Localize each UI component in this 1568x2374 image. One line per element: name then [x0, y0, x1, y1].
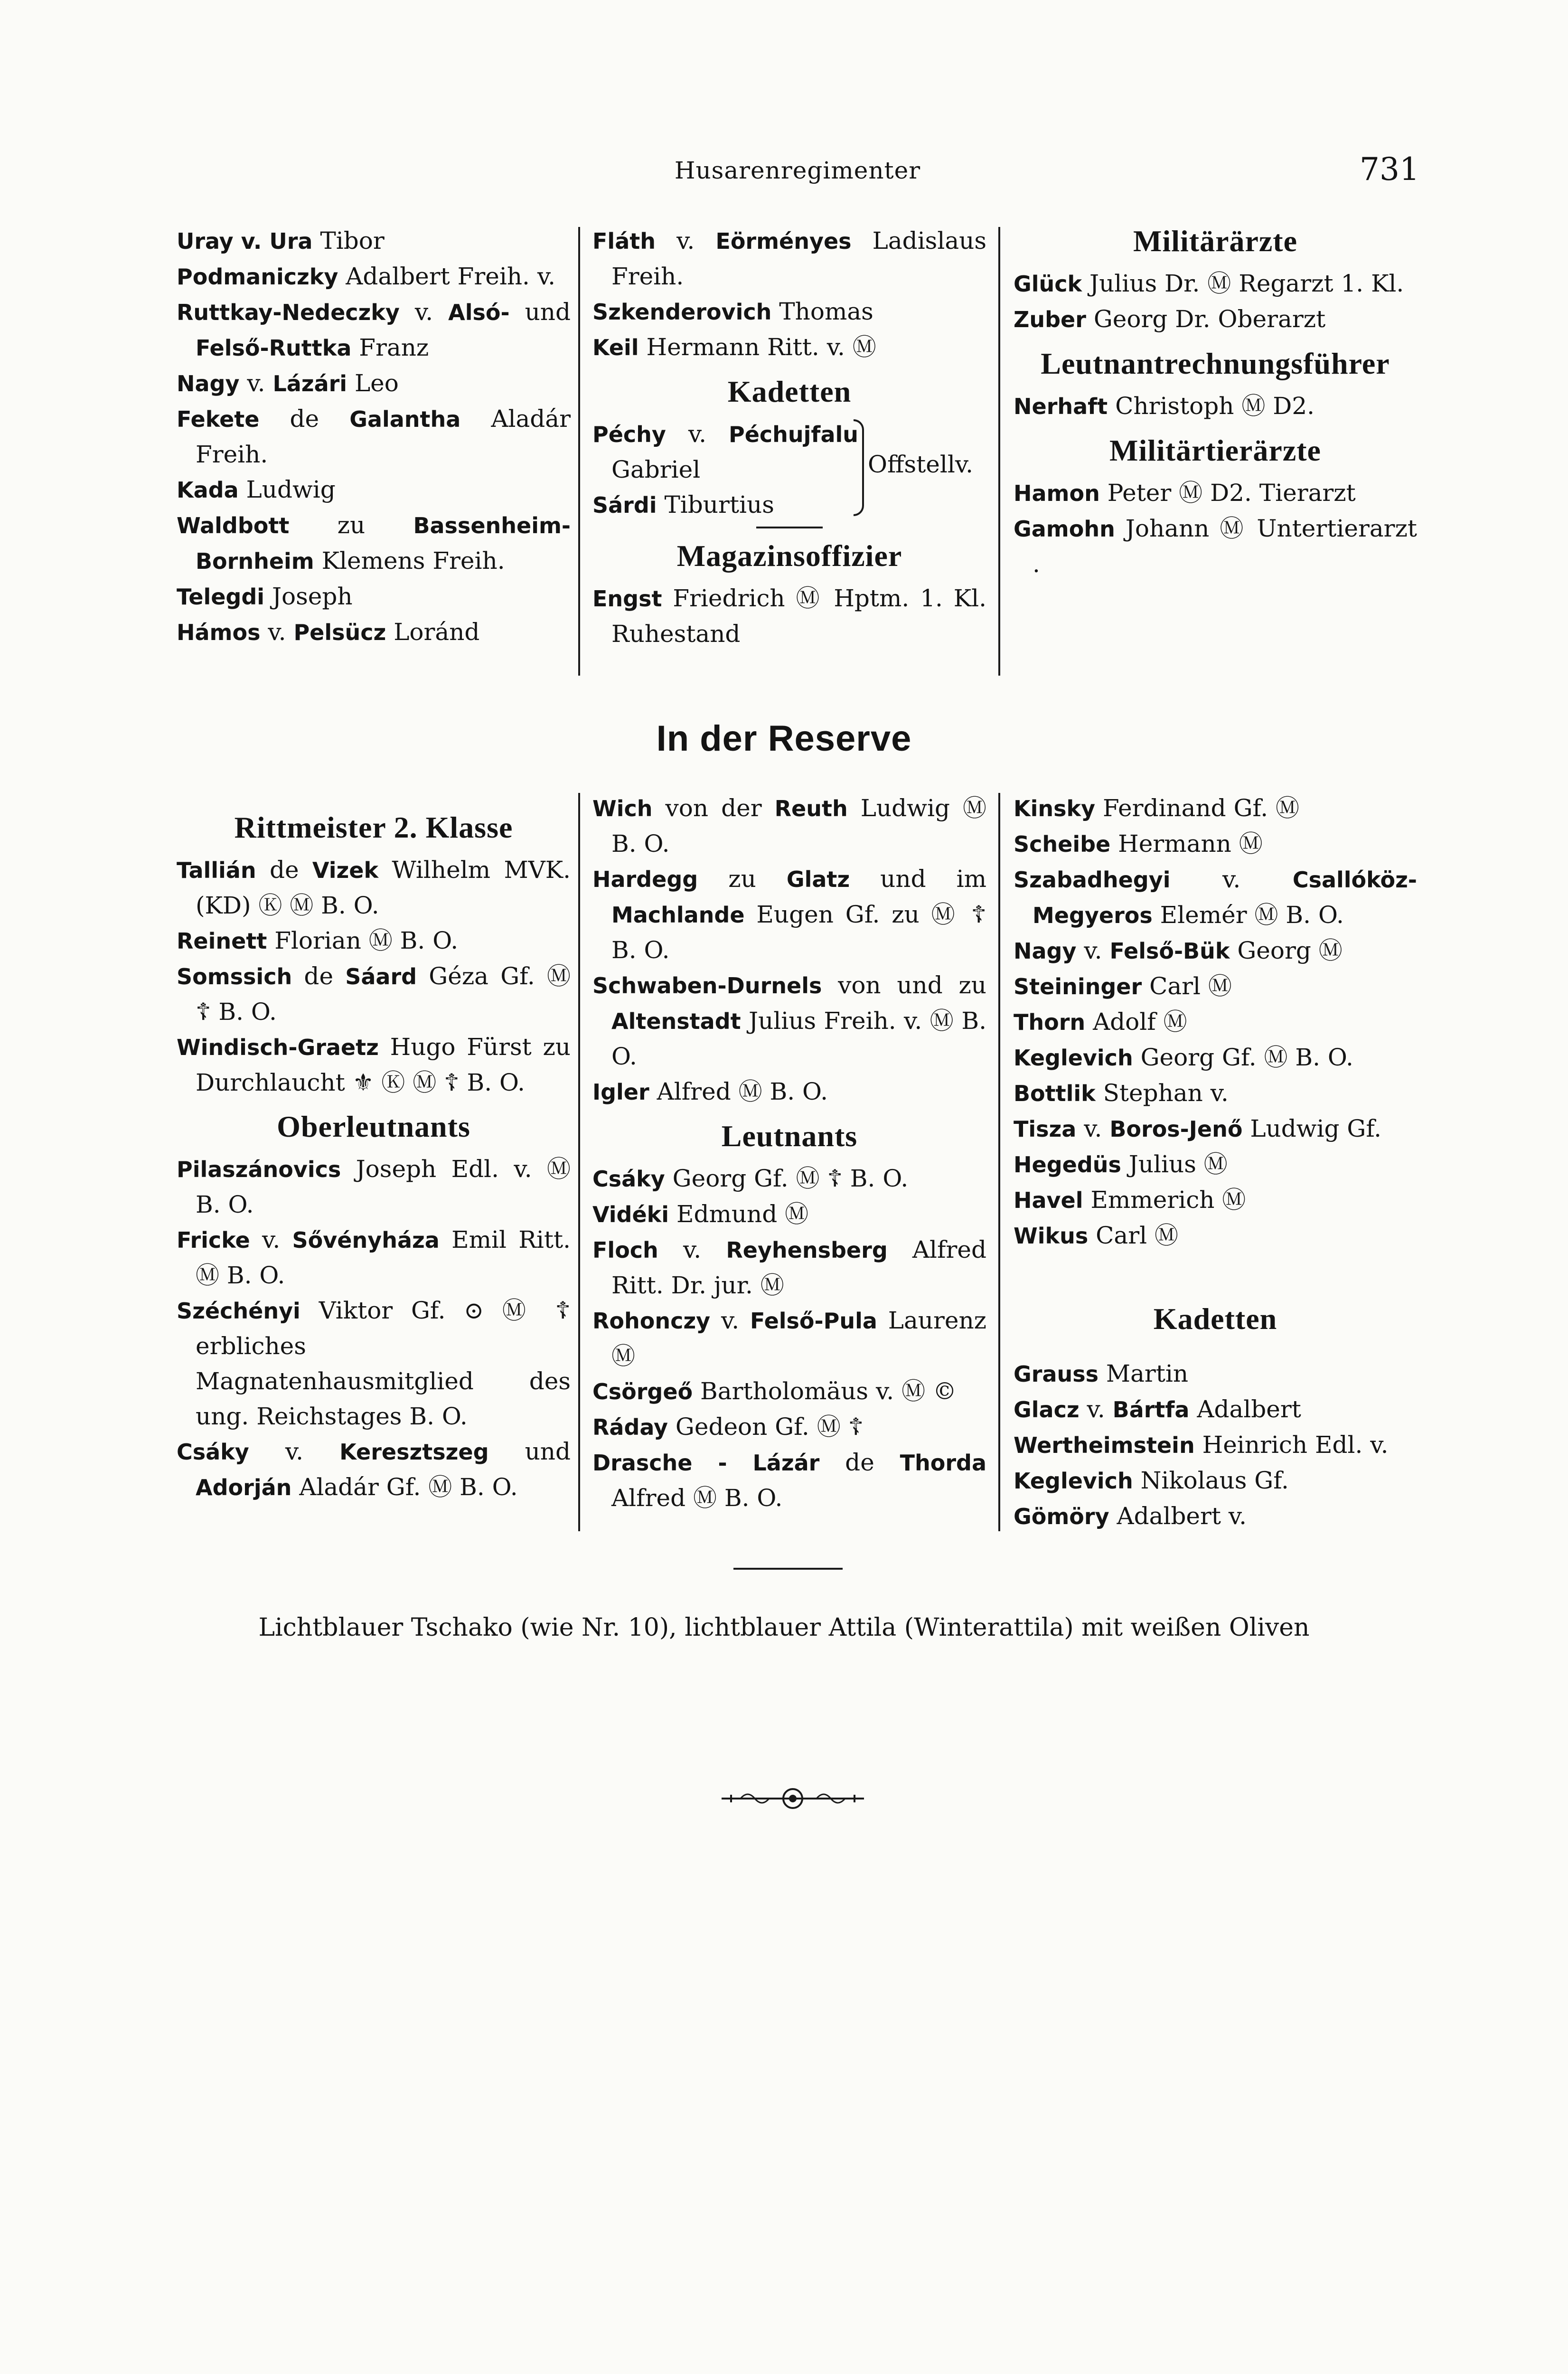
list-item: Engst Friedrich Ⓜ Hptm. 1. Kl. Ruhestand	[592, 584, 986, 648]
list-item: Glück Julius Dr. Ⓜ Regarzt 1. Kl.	[1014, 270, 1404, 297]
ornamental-divider-icon	[722, 1784, 864, 1815]
list-item: Steininger Carl Ⓜ	[1014, 972, 1232, 1000]
uniform-note: Lichtblauer Tschako (wie Nr. 10), lichtblauer Attila (Winterattila) mit weißen Oliven	[258, 1613, 1310, 1642]
section-heading-accountant: Leutnantrechnungsführer	[1041, 347, 1390, 380]
list-item: Windisch-Graetz Hugo Fürst zu Durchlaucht ⚜ Ⓚ Ⓜ ☦ B. O.	[177, 1033, 571, 1096]
list-item: Ruttkay-Nedeczky v. Alsó- und Felső-Ruttka Franz	[177, 298, 571, 361]
page-number: 731	[1360, 151, 1419, 188]
section-heading-doctors: Militärärzte	[1133, 224, 1297, 258]
list-item: Scheibe Hermann Ⓜ	[1014, 830, 1263, 857]
list-item: Sárdi Tiburtius	[592, 491, 774, 518]
list-item: Hardegg zu Glatz und im Machlande Eugen Gf. zu Ⓜ ☦ B. O.	[592, 865, 986, 964]
top-column-1	[177, 223, 571, 650]
section-heading-first-lieutenants: Oberleutnants	[277, 1110, 470, 1143]
cadet-bracket-group	[592, 416, 986, 523]
list-item: Igler Alfred Ⓜ B. O.	[592, 1078, 828, 1105]
section-heading-cadets: Kadetten	[727, 375, 852, 408]
list-item: Wich von der Reuth Ludwig Ⓜ B. O.	[592, 794, 986, 857]
list-item: Péchy v. Péchujfalu Gabriel	[592, 420, 858, 483]
list-item: Uray v. Ura Tibor	[177, 227, 385, 254]
list-item: Rohonczy v. Felső-Pula Laurenz Ⓜ	[592, 1307, 986, 1370]
divider	[756, 527, 823, 528]
list-item: Gömöry Adalbert v.	[1014, 1502, 1247, 1530]
list-item: Tallián de Vizek Wilhelm MVK. (KD) Ⓚ Ⓜ B. O.	[177, 856, 571, 919]
column-rule	[998, 793, 1000, 1531]
brace-mark	[854, 419, 864, 516]
section-heading-magazine: Magazinsoffizier	[676, 539, 902, 573]
list-item: Floch v. Reyhensberg Alfred Ritt. Dr. jur. Ⓜ	[592, 1236, 987, 1299]
list-item: Keil Hermann Ritt. v. Ⓜ	[592, 333, 876, 361]
list-item: Wikus Carl Ⓜ	[1014, 1222, 1178, 1249]
list-item: Hegedüs Julius Ⓜ	[1014, 1150, 1228, 1178]
list-item: Fekete de Galantha Aladár Freih.	[177, 405, 571, 468]
list-item: Keglevich Georg Gf. Ⓜ B. O.	[1014, 1044, 1353, 1071]
list-item: Szabadhegyi v. Csallóköz-Megyeros Elemér Ⓜ B. O.	[1014, 866, 1417, 929]
list-item: Telegdi Joseph	[177, 583, 353, 610]
running-head: Husarenregimenter	[674, 157, 921, 184]
list-item: Hámos v. Pelsücz Loránd	[177, 618, 480, 646]
top-column-2	[592, 223, 986, 651]
list-item: Drasche - Lázár de Thorda Alfred Ⓜ B. O.	[592, 1449, 987, 1512]
list-item: Kinsky Ferdinand Gf. Ⓜ	[1014, 794, 1300, 822]
list-item: Nagy v. Lázári Leo	[177, 369, 399, 397]
bottom-column-3	[1014, 791, 1417, 1534]
list-item: Pilaszánovics Joseph Edl. v. Ⓜ B. O.	[177, 1155, 571, 1218]
list-item: Wertheimstein Heinrich Edl. v.	[1014, 1431, 1389, 1459]
list-item: Széchényi Viktor Gf. ⊙ Ⓜ ☦ erbliches Magnatenhausmitglied des ung. Reichstages B. O.	[177, 1297, 571, 1430]
list-item: Hamon Peter Ⓜ D2. Tierarzt	[1014, 479, 1356, 507]
list-item: Kada Ludwig	[177, 476, 336, 503]
list-item: Waldbott zu Bassenheim-Bornheim Klemens Freih.	[177, 511, 571, 575]
list-item: Bottlik Stephan v.	[1014, 1079, 1229, 1107]
list-item: Schwaben-Durnels von und zu Altenstadt Julius Freih. v. Ⓜ B. O.	[592, 971, 986, 1070]
list-item: Csörgeő Bartholomäus v. Ⓜ ©	[592, 1377, 957, 1405]
list-item: Keglevich Nikolaus Gf.	[1014, 1467, 1289, 1494]
list-item: Reinett Florian Ⓜ B. O.	[177, 927, 459, 954]
list-item: Csáky Georg Gf. Ⓜ ☦ B. O.	[592, 1165, 909, 1192]
list-item: Fricke v. Sővényháza Emil Ritt. Ⓜ B. O.	[177, 1226, 571, 1289]
list-item: Nerhaft Christoph Ⓜ D2.	[1014, 392, 1315, 420]
column-rule	[578, 793, 580, 1531]
section-heading-vets: Militärtierärzte	[1109, 433, 1321, 467]
bottom-column-2	[592, 791, 986, 1516]
top-column-3	[1014, 223, 1417, 582]
list-item: Grauss Martin	[1014, 1360, 1189, 1387]
list-item: Vidéki Edmund Ⓜ	[592, 1200, 809, 1228]
list-item: Podmaniczky Adalbert Freih. v.	[177, 263, 556, 290]
list-item: Tisza v. Boros-Jenő Ludwig Gf.	[1014, 1115, 1381, 1142]
list-item: Csáky v. Keresztszeg und Adorján Aladár Gf. Ⓜ B. O.	[177, 1438, 571, 1501]
section-heading-cadets-reserve: Kadetten	[1153, 1302, 1277, 1336]
column-rule	[998, 227, 1000, 676]
list-item: Gamohn Johann Ⓜ Untertierarzt .	[1014, 515, 1417, 578]
list-item: Szkenderovich Thomas	[592, 298, 873, 325]
section-heading-captains: Rittmeister 2. Klasse	[234, 810, 513, 844]
bracket-label: Offstellv.	[868, 451, 974, 478]
list-item: Somssich de Sáard Géza Gf. Ⓜ ☦ B. O.	[177, 962, 571, 1026]
list-item: Havel Emmerich Ⓜ	[1014, 1186, 1246, 1214]
section-heading-lieutenants: Leutnants	[721, 1119, 858, 1153]
section-title-reserve: In der Reserve	[656, 718, 912, 759]
list-item: Fláth v. Eörményes Ladislaus Freih.	[592, 227, 987, 290]
list-item: Glacz v. Bártfa Adalbert	[1014, 1395, 1301, 1423]
column-rule	[578, 227, 580, 676]
list-item: Ráday Gedeon Gf. Ⓜ ☦	[592, 1413, 864, 1441]
list-item: Thorn Adolf Ⓜ	[1014, 1008, 1187, 1036]
bottom-column-1	[177, 791, 571, 1505]
list-item: Nagy v. Felső-Bük Georg Ⓜ	[1014, 937, 1343, 964]
list-item: Zuber Georg Dr. Oberarzt	[1014, 305, 1326, 333]
separator-rule	[733, 1568, 843, 1570]
